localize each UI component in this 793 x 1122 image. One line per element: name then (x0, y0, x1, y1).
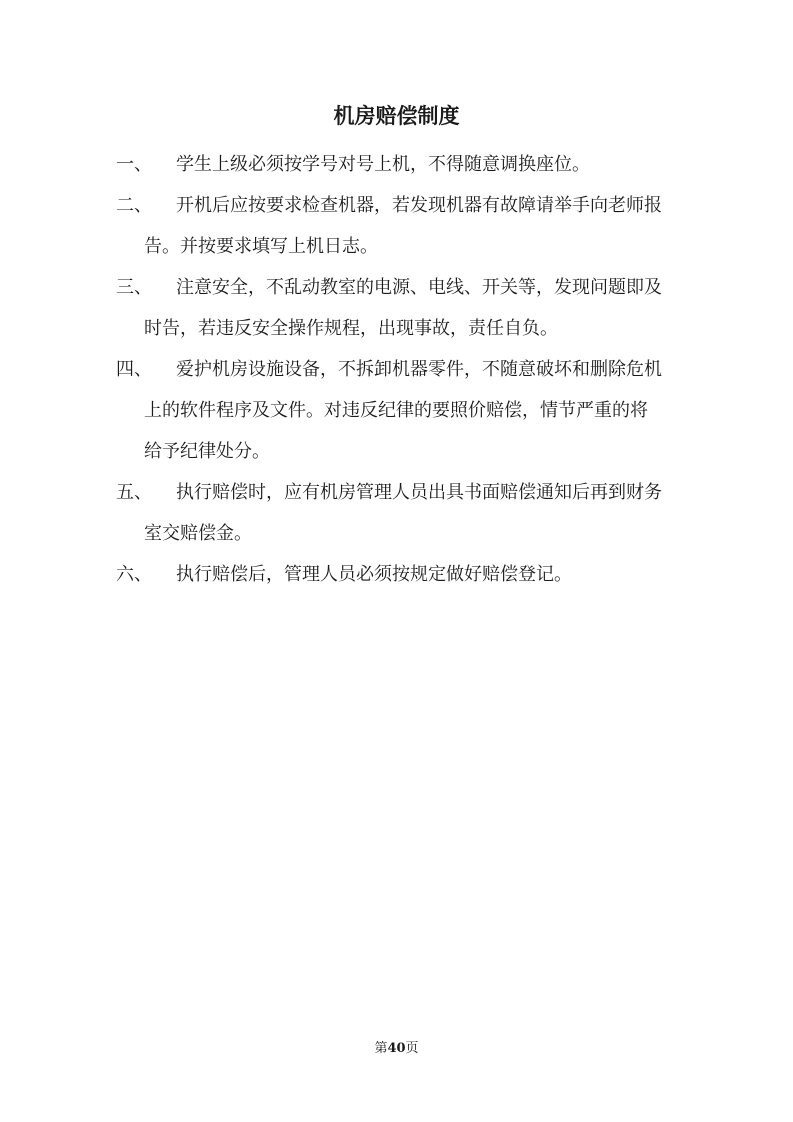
page-title: 机房赔偿制度 (333, 104, 460, 128)
rule-number: 四、 (116, 359, 152, 380)
rule-text: 爱护机房设施设备，不拆卸机器零件，不随意破坏和删除危机 (176, 359, 662, 380)
rule-number: 二、 (116, 195, 152, 216)
rule-text-continued: 时告，若违反安全操作规程，出现事故，责任自负。 (144, 318, 558, 339)
rule-text: 注意安全，不乱动教室的电源、电线、开关等，发现问题即及 (176, 277, 662, 298)
page-number-prefix: 第 (374, 1041, 388, 1056)
rule-number: 六、 (116, 564, 152, 585)
rule-item (116, 144, 696, 185)
rule-text-continued: 室交赔偿金。 (144, 523, 252, 544)
rule-item (116, 472, 696, 554)
page-footer (0, 1040, 793, 1058)
rule-number: 一、 (116, 154, 152, 175)
rule-item (116, 554, 696, 595)
rule-text: 执行赔偿后，管理人员必须按规定做好赔偿登记。 (176, 564, 572, 585)
rules-list (116, 144, 696, 595)
rule-item (116, 349, 696, 472)
rule-text: 执行赔偿时，应有机房管理人员出具书面赔偿通知后再到财务 (176, 482, 662, 503)
rule-text-continued: 上的软件程序及文件。对违反纪律的要照价赔偿，情节严重的将 (144, 400, 648, 421)
rule-item (116, 185, 696, 267)
page-number: 40 (387, 1041, 406, 1056)
rule-text: 学生上级必须按学号对号上机，不得随意调换座位。 (176, 154, 590, 175)
rule-number: 五、 (116, 482, 152, 503)
rule-text-continued: 给予纪律处分。 (144, 441, 270, 462)
rule-number: 三、 (116, 277, 152, 298)
rule-text-continued: 告。并按要求填写上机日志。 (144, 236, 378, 257)
page-number-suffix: 页 (405, 1041, 419, 1056)
rule-text: 开机后应按要求检查机器，若发现机器有故障请举手向老师报 (176, 195, 662, 216)
rule-item (116, 267, 696, 349)
